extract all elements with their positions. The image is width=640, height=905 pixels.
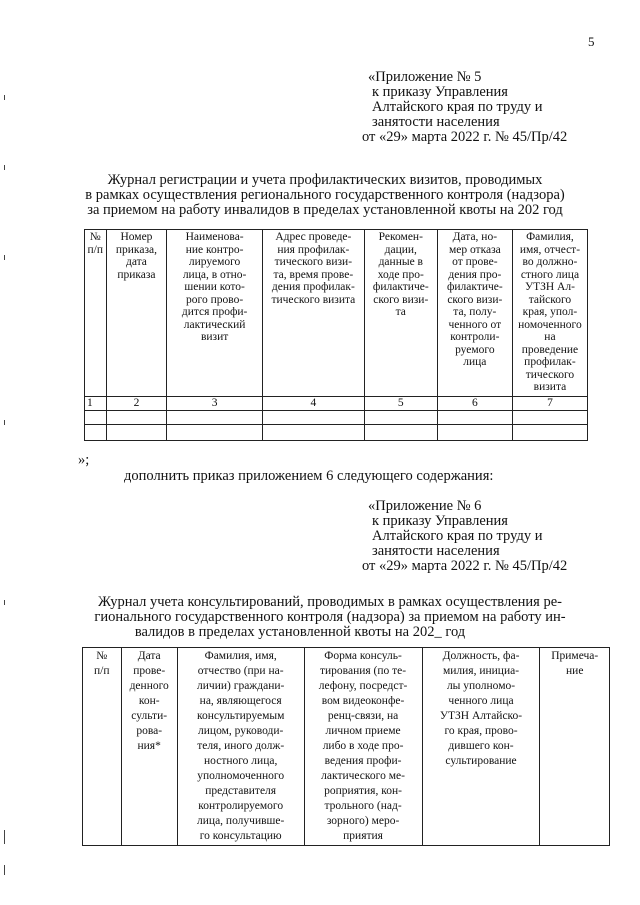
header-line: лы уполномо- xyxy=(446,680,516,692)
header-line: зорного) меро- xyxy=(326,815,400,827)
header-line: теля, иного долж- xyxy=(197,740,285,752)
header-line: сультирование xyxy=(445,755,517,767)
empty-cell xyxy=(106,425,167,441)
header-line: та xyxy=(395,306,406,318)
column-number: 6 xyxy=(437,397,512,411)
header-line: Номер xyxy=(120,231,153,243)
header-line: стного лица xyxy=(520,268,580,281)
journal-2-title xyxy=(40,595,620,640)
header-line: Форма консуль- xyxy=(324,650,402,662)
header-line: п/п xyxy=(94,665,110,677)
header-line: го консультацию xyxy=(199,830,282,842)
margin-mark xyxy=(4,865,5,875)
header-line: сульти- xyxy=(131,710,168,722)
header-line: ченного лица xyxy=(448,695,514,707)
margin-mark xyxy=(4,255,5,260)
header-line: данные в xyxy=(378,256,423,268)
header-cell-2 xyxy=(121,648,177,846)
empty-cell xyxy=(512,411,587,425)
empty-cell xyxy=(167,411,263,425)
header-cell-4 xyxy=(262,230,364,397)
column-number: 3 xyxy=(167,397,263,411)
table-header-row xyxy=(85,230,588,397)
margin-mark xyxy=(4,830,5,844)
header-line: ходе про- xyxy=(377,268,424,281)
header-line: контролируемого xyxy=(198,800,284,812)
margin-mark xyxy=(4,420,5,425)
header-line: личном приеме xyxy=(325,725,401,737)
appendix-5-line: к приказу Управления xyxy=(372,84,508,100)
header-line: ностного лица, xyxy=(204,755,278,767)
header-line: шении кото- xyxy=(184,281,245,293)
header-line: приказа xyxy=(117,268,156,281)
header-line: профилак- xyxy=(524,356,576,368)
header-line: визита xyxy=(533,381,567,393)
header-line: денного xyxy=(129,680,169,692)
column-number: 5 xyxy=(364,397,437,411)
header-line: та, полу- xyxy=(453,306,497,318)
header-line: Фамилия, имя, xyxy=(204,650,277,662)
header-line: на xyxy=(544,331,556,343)
header-line: лица, получивше- xyxy=(197,815,285,827)
journal-2-table xyxy=(82,647,610,846)
column-number: 1 xyxy=(85,397,107,411)
appendix-5-header xyxy=(362,69,568,145)
empty-row xyxy=(85,411,588,425)
header-line: приятия xyxy=(343,830,383,842)
page-number: 5 xyxy=(588,34,595,49)
appendix-6-line: «Приложение № 6 xyxy=(368,498,482,514)
empty-cell xyxy=(437,425,512,441)
header-line: УТЗН Алтайско- xyxy=(439,710,523,722)
empty-row xyxy=(85,425,588,441)
header-line: ренц-связи, на xyxy=(327,710,399,722)
empty-cell xyxy=(512,425,587,441)
header-cell-1 xyxy=(85,230,107,397)
header-line: тайского xyxy=(528,293,572,306)
header-cell-1 xyxy=(83,648,122,846)
appendix-6-header xyxy=(362,498,568,574)
header-line: тического визи- xyxy=(274,256,353,268)
header-line: дившего кон- xyxy=(448,740,514,752)
appendix-5-line: Алтайского края по труду и xyxy=(372,99,543,115)
header-line: контроли- xyxy=(450,331,500,343)
header-line: ведения профи- xyxy=(324,755,402,767)
header-cell-7 xyxy=(512,230,587,397)
header-line: личии) граждани- xyxy=(197,680,285,692)
header-line: номоченного xyxy=(518,318,582,331)
header-cell-5 xyxy=(422,648,540,846)
header-line: края, упол- xyxy=(522,306,578,318)
appendix-6-line: к приказу Управления xyxy=(372,513,508,529)
empty-cell xyxy=(364,411,437,425)
header-line: Адрес проведе- xyxy=(275,231,352,243)
header-line: трольного (над- xyxy=(324,800,402,812)
table-header-row xyxy=(83,648,610,846)
title-line: валидов в пределах установленной квоты на 202_ год xyxy=(134,624,466,640)
header-line: милия, инициа- xyxy=(442,665,520,677)
header-line: мер отказа xyxy=(448,243,501,256)
title-line: в рамках осуществления регионального государственного контроля (надзора) xyxy=(85,187,565,203)
header-line: ние xyxy=(566,665,584,677)
header-line: Примеча- xyxy=(551,650,599,662)
header-line: от прове- xyxy=(452,256,498,268)
empty-cell xyxy=(85,425,107,441)
header-line: Дата xyxy=(137,650,161,662)
empty-cell xyxy=(167,425,263,441)
header-cell-3 xyxy=(167,230,263,397)
margin-marks xyxy=(4,0,5,905)
header-line: Наименова- xyxy=(185,231,244,243)
margin-mark xyxy=(4,165,5,170)
journal-1-title xyxy=(40,173,610,218)
header-cell-2 xyxy=(106,230,167,397)
column-number: 2 xyxy=(106,397,167,411)
header-line: дится профи- xyxy=(181,306,248,318)
header-line: лактического ме- xyxy=(321,770,405,782)
header-line: рова- xyxy=(136,725,163,737)
header-line: представителя xyxy=(205,785,277,797)
header-line: отчество (при на- xyxy=(197,665,284,677)
header-line: консультируемым xyxy=(196,710,285,722)
header-line: ченного от xyxy=(448,318,502,331)
header-line: № xyxy=(89,231,101,243)
header-line: лица xyxy=(463,356,487,368)
header-line: Рекомен- xyxy=(378,231,423,243)
header-line: лицом, руководи- xyxy=(198,725,284,737)
header-line: тического xyxy=(525,368,575,381)
amendment-sentence: дополнить приказ приложением 6 следующего содержания: xyxy=(124,468,494,484)
header-line: Фамилия, xyxy=(526,231,574,243)
header-line: п/п xyxy=(87,243,104,256)
header-cell-3 xyxy=(177,648,304,846)
appendix-5-line: от «29» марта 2022 г. № 45/Пр/42 xyxy=(362,129,568,145)
header-line: либо в ходе про- xyxy=(322,740,404,752)
journal-1-table xyxy=(84,229,588,441)
column-number: 4 xyxy=(262,397,364,411)
header-line: лефону, посредст- xyxy=(318,680,408,692)
margin-mark xyxy=(4,95,5,100)
header-line: руемого xyxy=(455,343,495,356)
header-line: дации, xyxy=(384,243,417,256)
header-line: № xyxy=(96,650,108,662)
header-cell-6 xyxy=(437,230,512,397)
closing-mark: »; xyxy=(78,452,90,468)
header-cell-5 xyxy=(364,230,437,397)
header-line: та, время прове- xyxy=(273,268,354,281)
header-line: уполномоченного xyxy=(197,770,285,782)
appendix-6-line: от «29» марта 2022 г. № 45/Пр/42 xyxy=(362,558,568,574)
header-line: визит xyxy=(200,331,229,343)
header-line: тического визита xyxy=(271,293,356,306)
header-line: проведение xyxy=(521,343,579,356)
appendix-6-line: занятости населения xyxy=(372,543,500,559)
empty-cell xyxy=(364,425,437,441)
header-line: прове- xyxy=(133,665,166,677)
header-line: рого прово- xyxy=(186,293,244,306)
empty-cell xyxy=(85,411,107,425)
header-line: лируемого xyxy=(188,256,241,268)
appendix-5-line: занятости населения xyxy=(372,114,500,130)
header-line: филактиче- xyxy=(372,281,429,293)
header-line: Должность, фа- xyxy=(442,650,520,662)
header-line: вом видеоконфе- xyxy=(321,695,405,707)
header-line: приказа, xyxy=(115,243,157,256)
header-cell-6 xyxy=(540,648,610,846)
header-line: роприятия, кон- xyxy=(324,785,402,797)
header-line: филактиче- xyxy=(446,281,503,293)
margin-mark xyxy=(4,600,5,605)
column-number-row xyxy=(85,397,588,411)
title-line: гионального государственного контроля (надзора) за приемом на работу ин- xyxy=(94,609,566,625)
header-line: на, являющегося xyxy=(199,695,282,707)
header-line: ского визи- xyxy=(373,293,429,306)
header-cell-4 xyxy=(304,648,422,846)
header-line: УТЗН Ал- xyxy=(524,281,575,293)
title-line: Журнал регистрации и учета профилактических визитов, проводимых xyxy=(107,172,543,188)
header-line: дата xyxy=(125,256,147,268)
header-line: ния* xyxy=(137,740,161,752)
header-line: тирования (по те- xyxy=(320,665,407,677)
header-line: ния профилак- xyxy=(277,243,350,256)
title-line: за приемом на работу инвалидов в пределах установленной квоты на 202 год xyxy=(87,202,563,218)
header-line: дения профилак- xyxy=(271,281,355,293)
empty-cell xyxy=(262,425,364,441)
column-number: 7 xyxy=(512,397,587,411)
header-line: лица, в отно- xyxy=(182,268,247,281)
header-line: лактический xyxy=(183,318,246,331)
header-line: Дата, но- xyxy=(452,231,498,243)
appendix-6-line: Алтайского края по труду и xyxy=(372,528,543,544)
header-line: имя, отчест- xyxy=(519,243,581,256)
header-line: дения про- xyxy=(448,268,502,281)
empty-cell xyxy=(106,411,167,425)
appendix-5-line: «Приложение № 5 xyxy=(368,69,482,85)
title-line: Журнал учета консультирований, проводимых в рамках осуществления ре- xyxy=(98,594,562,610)
header-line: го края, прово- xyxy=(444,725,518,737)
header-line: во должно- xyxy=(522,256,578,268)
empty-cell xyxy=(262,411,364,425)
header-line: ние контро- xyxy=(185,243,244,256)
header-line: кон- xyxy=(138,695,160,707)
empty-cell xyxy=(437,411,512,425)
header-line: ского визи- xyxy=(447,293,503,306)
